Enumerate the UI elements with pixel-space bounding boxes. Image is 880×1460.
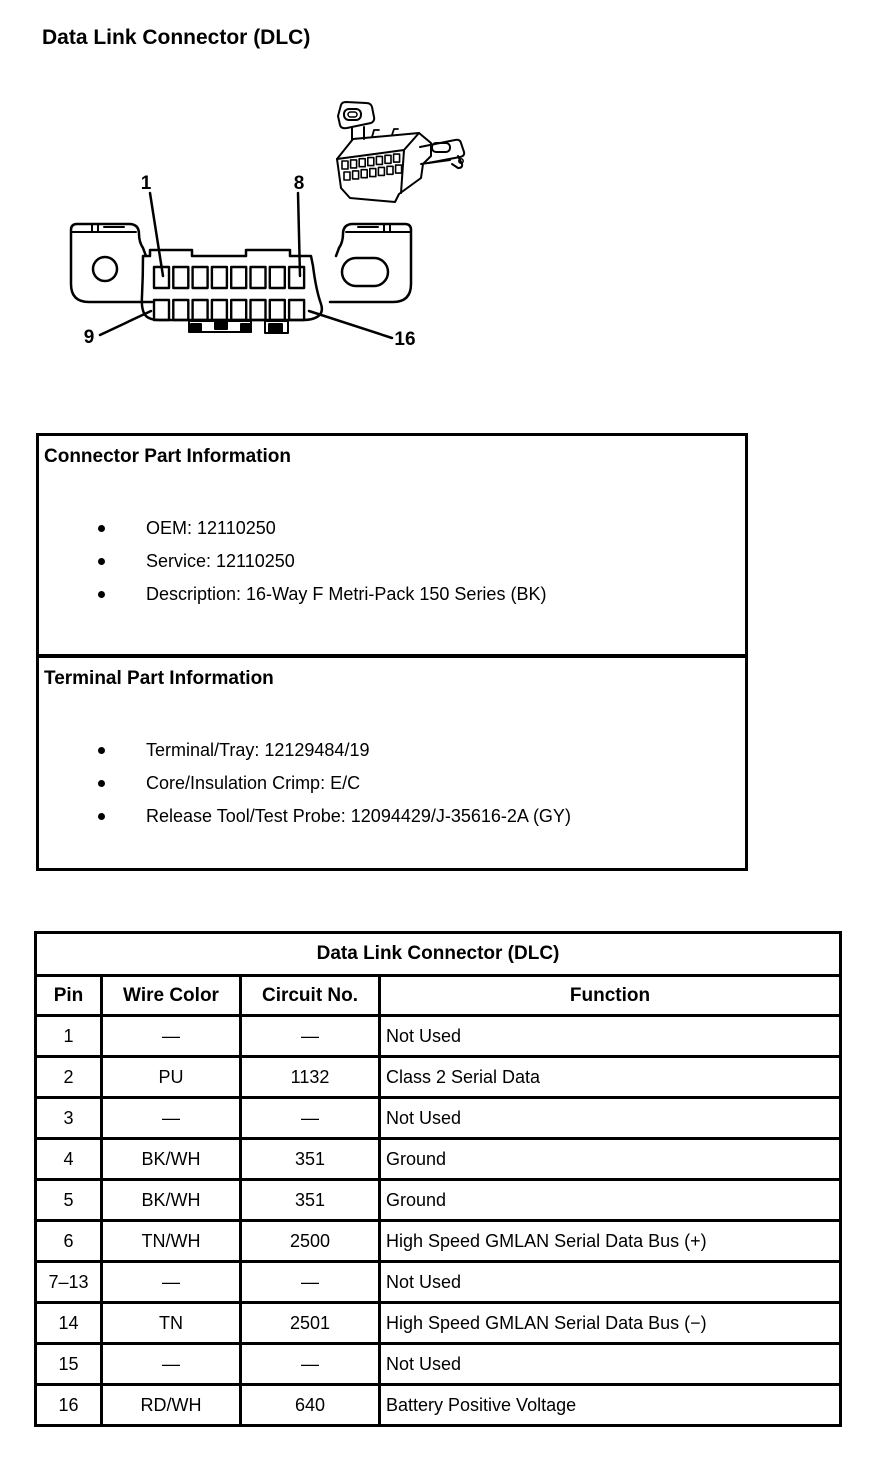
table-title: Data Link Connector (DLC) — [36, 933, 841, 976]
circuit-no-cell: — — [241, 1016, 380, 1057]
wire-color-cell: — — [102, 1016, 241, 1057]
function-cell: Not Used — [380, 1262, 841, 1303]
circuit-no-cell: — — [241, 1262, 380, 1303]
table-row — [36, 1057, 841, 1098]
connector-front-view — [71, 193, 411, 338]
circuit-no-cell: — — [241, 1344, 380, 1385]
function-cell: Ground — [380, 1180, 841, 1221]
column-header-circuit-no: Circuit No. — [241, 976, 380, 1016]
connector-part-info-list — [39, 512, 745, 611]
pin-cell: 1 — [36, 1016, 102, 1057]
table-title-row — [36, 933, 841, 976]
wire-color-cell: — — [102, 1262, 241, 1303]
connector-diagram — [0, 90, 480, 390]
function-cell: Not Used — [380, 1016, 841, 1057]
pin-row-top — [154, 267, 304, 288]
wire-color-cell: — — [102, 1344, 241, 1385]
pin-cell: 3 — [36, 1098, 102, 1139]
pin-housing — [142, 250, 322, 333]
connector-part-info-section — [39, 436, 745, 654]
list-item: Terminal/Tray: 12129484/19 — [146, 734, 745, 767]
page-title: Data Link Connector (DLC) — [42, 26, 311, 49]
table-row — [36, 1262, 841, 1303]
terminal-part-info-list — [39, 734, 745, 833]
connector-part-info-title: Connector Part Information — [44, 446, 292, 467]
pin-16-leader — [309, 311, 392, 338]
table-row — [36, 1180, 841, 1221]
pin-cell: 16 — [36, 1385, 102, 1426]
left-bracket — [71, 224, 152, 302]
pin-16-label: 16 — [394, 329, 416, 350]
pin-9-label: 9 — [83, 327, 95, 348]
left-bracket-hole — [93, 257, 117, 281]
bottom-tabs — [189, 321, 288, 333]
pin-cell: 15 — [36, 1344, 102, 1385]
part-information-panel — [36, 433, 748, 871]
pin-1-label: 1 — [140, 173, 152, 194]
function-cell: Ground — [380, 1139, 841, 1180]
wire-color-cell: RD/WH — [102, 1385, 241, 1426]
dlc-pinout-table — [34, 931, 842, 1427]
table-row — [36, 1221, 841, 1262]
table-row — [36, 1385, 841, 1426]
circuit-no-cell: 2500 — [241, 1221, 380, 1262]
pin-cell: 6 — [36, 1221, 102, 1262]
wire-color-cell: BK/WH — [102, 1180, 241, 1221]
dlc-connector-drawing — [0, 90, 480, 390]
table-row — [36, 1139, 841, 1180]
circuit-no-cell: 640 — [241, 1385, 380, 1426]
pin-cell: 7–13 — [36, 1262, 102, 1303]
wire-color-cell: BK/WH — [102, 1139, 241, 1180]
pin-8-leader — [298, 193, 300, 276]
function-cell: Class 2 Serial Data — [380, 1057, 841, 1098]
list-item: Description: 16-Way F Metri-Pack 150 Series (BK) — [146, 578, 745, 611]
table-row — [36, 1016, 841, 1057]
circuit-no-cell: — — [241, 1098, 380, 1139]
table-row — [36, 1303, 841, 1344]
wire-color-cell: TN/WH — [102, 1221, 241, 1262]
pin-8-label: 8 — [293, 173, 305, 194]
pin-cell: 14 — [36, 1303, 102, 1344]
function-cell: Not Used — [380, 1344, 841, 1385]
table-row — [36, 1098, 841, 1139]
pin-cell: 5 — [36, 1180, 102, 1221]
column-header-wire-color: Wire Color — [102, 976, 241, 1016]
wire-color-cell: — — [102, 1098, 241, 1139]
column-header-function: Function — [380, 976, 841, 1016]
table-row — [36, 1344, 841, 1385]
function-cell: High Speed GMLAN Serial Data Bus (+) — [380, 1221, 841, 1262]
terminal-part-info-title: Terminal Part Information — [44, 668, 274, 689]
circuit-no-cell: 1132 — [241, 1057, 380, 1098]
function-cell: Battery Positive Voltage — [380, 1385, 841, 1426]
right-bracket — [330, 224, 411, 302]
column-header-pin: Pin — [36, 976, 102, 1016]
connector-isometric-view — [337, 102, 464, 202]
pin-9-leader — [100, 311, 151, 335]
terminal-part-info-section — [39, 654, 745, 868]
pin-1-leader — [150, 193, 163, 276]
list-item: Release Tool/Test Probe: 12094429/J-35616-2A (GY) — [146, 800, 745, 833]
table-header-row — [36, 976, 841, 1016]
circuit-no-cell: 2501 — [241, 1303, 380, 1344]
right-bracket-slot — [342, 258, 388, 286]
pin-cell: 4 — [36, 1139, 102, 1180]
list-item: OEM: 12110250 — [146, 512, 745, 545]
list-item: Core/Insulation Crimp: E/C — [146, 767, 745, 800]
circuit-no-cell: 351 — [241, 1180, 380, 1221]
list-item: Service: 12110250 — [146, 545, 745, 578]
pin-cell: 2 — [36, 1057, 102, 1098]
pin-row-bottom — [154, 300, 304, 320]
wire-color-cell: TN — [102, 1303, 241, 1344]
function-cell: High Speed GMLAN Serial Data Bus (−) — [380, 1303, 841, 1344]
wire-color-cell: PU — [102, 1057, 241, 1098]
circuit-no-cell: 351 — [241, 1139, 380, 1180]
function-cell: Not Used — [380, 1098, 841, 1139]
